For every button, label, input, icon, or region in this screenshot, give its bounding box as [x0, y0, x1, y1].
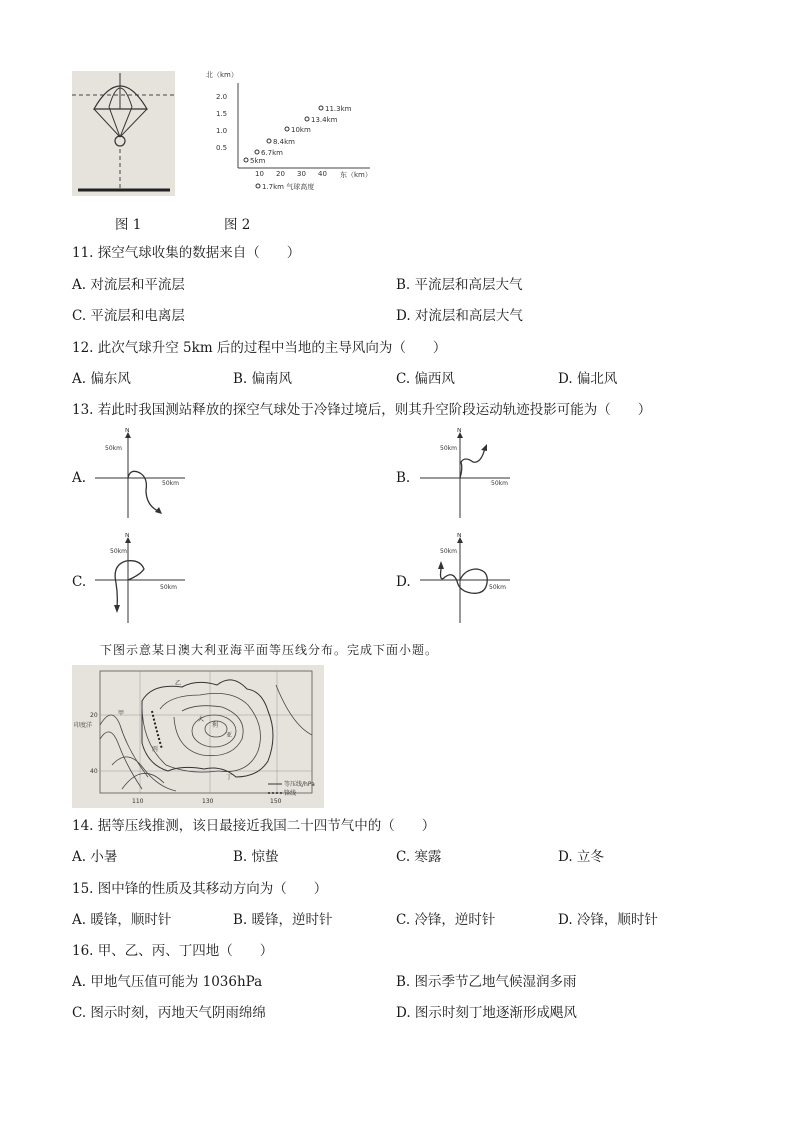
q16-option-c[interactable]: C. 图示时刻，丙地天气阴雨绵绵: [72, 1005, 266, 1021]
traj-b-north-label: N: [457, 428, 462, 434]
map-lon-tick: 110: [132, 798, 144, 805]
question-15-stem: 15. 图中锋的性质及其移动方向为（ ）: [72, 881, 328, 897]
isobar-line: [174, 706, 243, 756]
traj-a-x-distance: 50km: [162, 480, 179, 487]
q13-trajectory-d: [415, 533, 525, 628]
q14-option-c[interactable]: C. 寒露: [396, 849, 442, 865]
q13-option-c[interactable]: C.: [72, 574, 87, 590]
isobar-line: [122, 773, 164, 789]
map-lat-tick: 20: [90, 712, 98, 719]
traj-a-path: [128, 471, 160, 512]
q11-option-a[interactable]: A. 对流层和平流层: [72, 277, 185, 293]
map-lon-tick: 150: [270, 798, 282, 805]
fig2-x-tick: 10: [255, 170, 264, 178]
australia-coastline: [142, 680, 273, 777]
fig2-x-axis-label: 东（km）: [340, 171, 372, 179]
q16-option-d[interactable]: D. 图示时刻丁地逐渐形成飓风: [396, 1005, 577, 1021]
traj-b-x-distance: 50km: [491, 480, 508, 487]
q15-option-b[interactable]: B. 暖锋，逆时针: [233, 912, 333, 928]
q12-option-d[interactable]: D. 偏北风: [558, 371, 618, 387]
q16-option-b[interactable]: B. 图示季节乙地气候湿润多雨: [396, 974, 577, 990]
q15-option-d[interactable]: D. 冷锋，顺时针: [558, 912, 658, 928]
traj-a-y-distance: 50km: [105, 445, 122, 452]
traj-d-north-label: N: [457, 533, 462, 539]
question-16-stem: 16. 甲、乙、丙、丁四地（ ）: [72, 943, 274, 959]
isobar-line: [100, 715, 148, 777]
isobar-map: [72, 665, 324, 808]
fig2-x-tick: 30: [297, 170, 306, 178]
fig2-point: [305, 116, 338, 124]
figure-1-image: [72, 71, 175, 196]
fig2-point: [255, 149, 283, 157]
fig2-point: [267, 138, 295, 146]
question-12-stem: 12. 此次气球升空 5km 后的过程中当地的主导风向为（ ）: [72, 340, 447, 356]
map-label-ya: 亚: [226, 732, 233, 739]
q14-option-a[interactable]: A. 小暑: [72, 849, 118, 865]
q12-option-b[interactable]: B. 偏南风: [233, 371, 293, 387]
q11-option-c[interactable]: C. 平流层和电离层: [72, 308, 185, 324]
traj-d-y-distance: 50km: [440, 548, 457, 555]
traj-a-north-label: N: [125, 428, 130, 434]
q11-option-d[interactable]: D. 对流层和高层大气: [396, 308, 523, 324]
q13-trajectory-b: [415, 428, 525, 523]
map-label-li: 利: [212, 722, 219, 729]
map-label-da: 大: [198, 716, 205, 723]
fig2-point-label: 6.7km: [261, 149, 284, 157]
q13-trajectory-a: [90, 428, 200, 523]
isobar-line: [276, 685, 312, 735]
map-label-indian-ocean: 印度洋: [74, 722, 93, 729]
fig2-y-tick: 1.0: [216, 127, 228, 135]
q12-option-c[interactable]: C. 偏西风: [396, 371, 455, 387]
fig2-point-label: 10km: [291, 126, 311, 134]
q14-option-d[interactable]: D. 立冬: [558, 849, 604, 865]
balloon-drawing: [72, 71, 175, 196]
q14-option-b[interactable]: B. 惊蛰: [233, 849, 279, 865]
q11-option-b[interactable]: B. 平流层和高层大气: [396, 277, 523, 293]
question-13-stem: 13. 若此时我国测站释放的探空气球处于冷锋过境后，则其升空阶段运动轨迹投影可能为（ ）: [72, 402, 652, 418]
q12-option-a[interactable]: A. 偏东风: [72, 371, 131, 387]
fig2-point-label: 5km: [250, 157, 266, 165]
q15-option-a[interactable]: A. 暖锋，顺时针: [72, 912, 172, 928]
map-intro: 下图示意某日澳大利亚海平面等压线分布。完成下面小题。: [100, 643, 439, 657]
fig2-point: [285, 126, 311, 134]
fig2-x-tick: 20: [276, 170, 285, 178]
q16-option-a[interactable]: A. 甲地气压值可能为 1036hPa: [72, 974, 263, 990]
fig2-point-label: 13.4km: [311, 116, 338, 124]
q15-option-c[interactable]: C. 冷锋，逆时针: [396, 912, 496, 928]
traj-c-path: [115, 561, 144, 607]
q13-option-d[interactable]: D.: [396, 574, 411, 590]
traj-b-y-distance: 50km: [440, 445, 457, 452]
fig2-x-tick: 40: [318, 170, 327, 178]
svg-text:1.7km 气球高度: 1.7km 气球高度: [262, 183, 315, 191]
question-14-stem: 14. 据等压线推测，该日最接近我国二十四节气中的（ ）: [72, 818, 436, 834]
fig2-point-label: 8.4km: [273, 138, 296, 146]
figure-1-caption: 图 1: [115, 217, 142, 233]
q13-option-b[interactable]: B.: [396, 470, 411, 486]
map-label-jia: 甲: [118, 710, 125, 717]
legend-isobar: 等压线/hPa: [284, 781, 315, 788]
traj-c-y-distance: 50km: [110, 548, 127, 555]
fig2-y-tick: 2.0: [216, 93, 228, 101]
traj-d-path: [441, 569, 488, 593]
legend-front: 锋线: [284, 790, 297, 797]
fig2-y-tick: 0.5: [216, 144, 228, 152]
fig2-point-label: 11.3km: [325, 105, 352, 113]
traj-d-x-distance: 50km: [489, 584, 506, 591]
fig2-point: [319, 105, 352, 113]
figure-2-chart: [200, 65, 380, 200]
front-line: [152, 711, 162, 749]
fig2-footnote: [256, 182, 314, 191]
fig2-point: [244, 157, 266, 165]
fig2-y-tick: 1.5: [216, 110, 228, 118]
question-11-stem: 11. 探空气球收集的数据来自（ ）: [72, 245, 301, 261]
map-label-bing: 丙: [152, 746, 159, 753]
traj-c-north-label: N: [125, 533, 130, 539]
fig2-y-axis-label: 北（km）: [206, 71, 238, 79]
isobar-line: [112, 757, 176, 791]
figure-2-caption: 图 2: [224, 217, 251, 233]
q13-option-a[interactable]: A.: [72, 470, 87, 486]
traj-c-x-distance: 50km: [160, 584, 177, 591]
map-label-ding: 丁: [226, 774, 233, 781]
traj-b-path: [460, 448, 485, 478]
map-lon-tick: 130: [202, 798, 214, 805]
map-label-yi: 乙: [175, 680, 182, 687]
map-lat-tick: 40: [90, 768, 98, 775]
map-legend: [268, 780, 315, 797]
q13-trajectory-c: [90, 533, 200, 628]
